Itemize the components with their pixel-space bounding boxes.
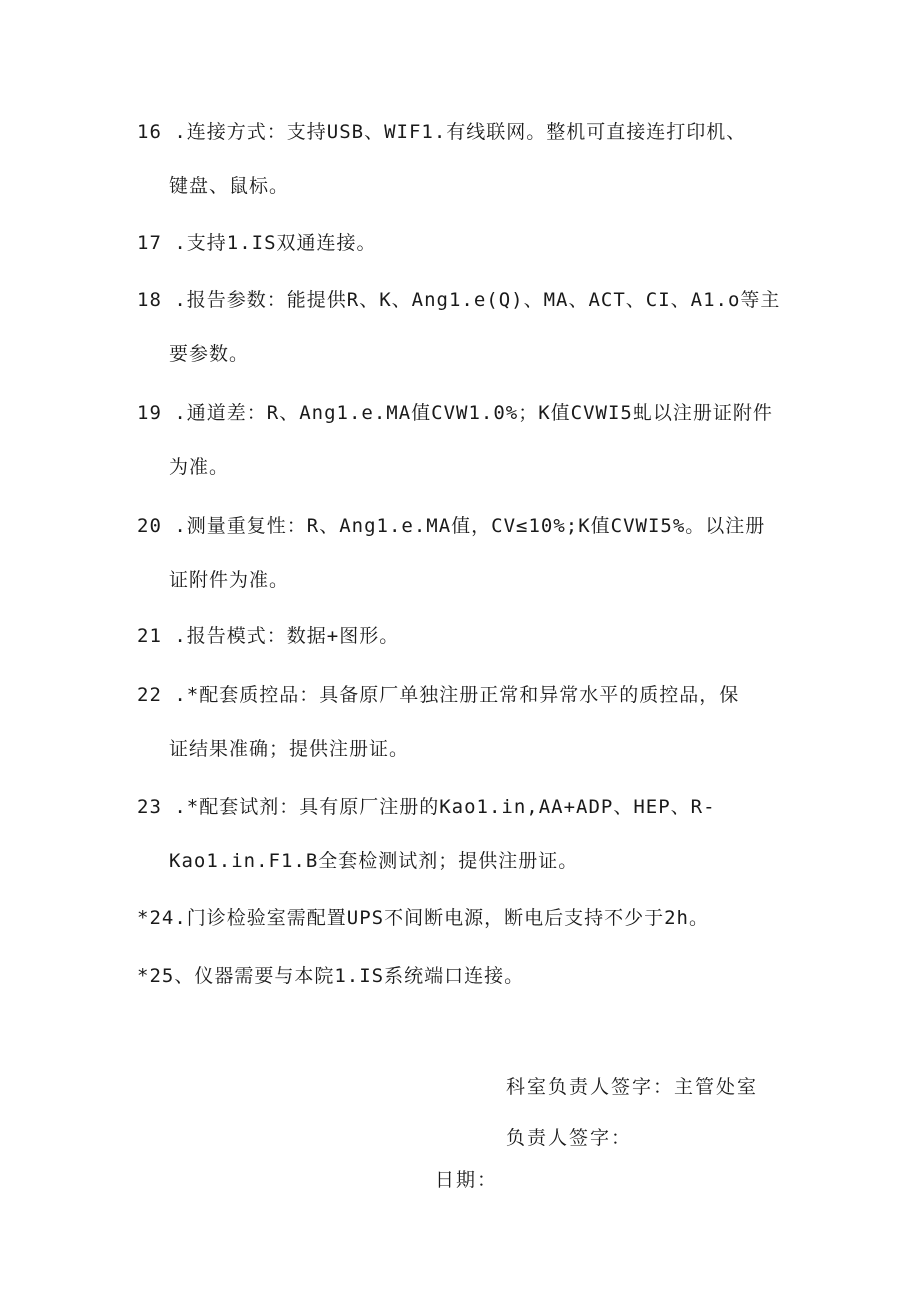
spec-item-22-line1: 22 .*配套质控品：具备原厂单独注册正常和异常水平的质控品，保	[137, 684, 740, 706]
spec-item-22-line2: 证结果准确；提供注册证。	[169, 738, 410, 760]
spec-item-24	[137, 908, 787, 928]
spec-item-19-line2: 为准。	[169, 456, 230, 478]
spec-item-19	[137, 403, 787, 477]
spec-item-23-line1: 23 .*配套试剂：具有原厂注册的Kao1.in,AA+ADP、HEP、R-	[137, 796, 716, 818]
spec-item-23	[137, 797, 787, 871]
spec-item-22	[137, 685, 787, 759]
spec-item-20	[137, 516, 787, 590]
spec-item-16-line1: 16 .连接方式：支持USB、WIF1.有线联网。整机可直接连打印机、	[137, 121, 747, 143]
signature-date: 日期：	[435, 1169, 499, 1191]
spec-item-16-line2: 键盘、鼠标。	[169, 175, 290, 197]
spec-item-20-line1: 20 .测量重复性：R、Ang1.e.MA值，CV≤10%;K值CVWI5%。以注册	[137, 515, 766, 537]
spec-item-25	[137, 966, 787, 986]
spec-item-18-line2: 要参数。	[169, 343, 250, 365]
spec-item-23-line2: Kao1.in.F1.B全套检测试剂；提供注册证。	[169, 850, 579, 872]
spec-item-18	[137, 290, 787, 364]
spec-item-19-line1: 19 .通道差：R、Ang1.e.MA值CVW1.0%；K值CVWI5虬以注册证附件	[137, 402, 773, 424]
spec-item-20-line2: 证附件为准。	[169, 569, 290, 591]
spec-item-25-line1: *25、仪器需要与本院1.IS系统端口连接。	[137, 965, 525, 987]
spec-item-24-line1: *24.门诊检验室需配置UPS不间断电源，断电后支持不少于2h。	[137, 907, 709, 929]
spec-item-21-line1: 21 .报告模式：数据+图形。	[137, 625, 400, 647]
spec-item-18-line1: 18 .报告参数：能提供R、K、Ang1.e(Q)、MA、ACT、CI、A1.o等主	[137, 289, 781, 311]
spec-item-17-line1: 17 .支持1.IS双通连接。	[137, 232, 377, 254]
signature-responsible-person: 负责人签字：	[506, 1127, 633, 1149]
spec-item-17	[137, 233, 787, 253]
spec-item-16	[137, 122, 787, 196]
spec-item-21	[137, 626, 787, 646]
signature-department-head: 科室负责人签字：主管处室	[506, 1076, 759, 1098]
